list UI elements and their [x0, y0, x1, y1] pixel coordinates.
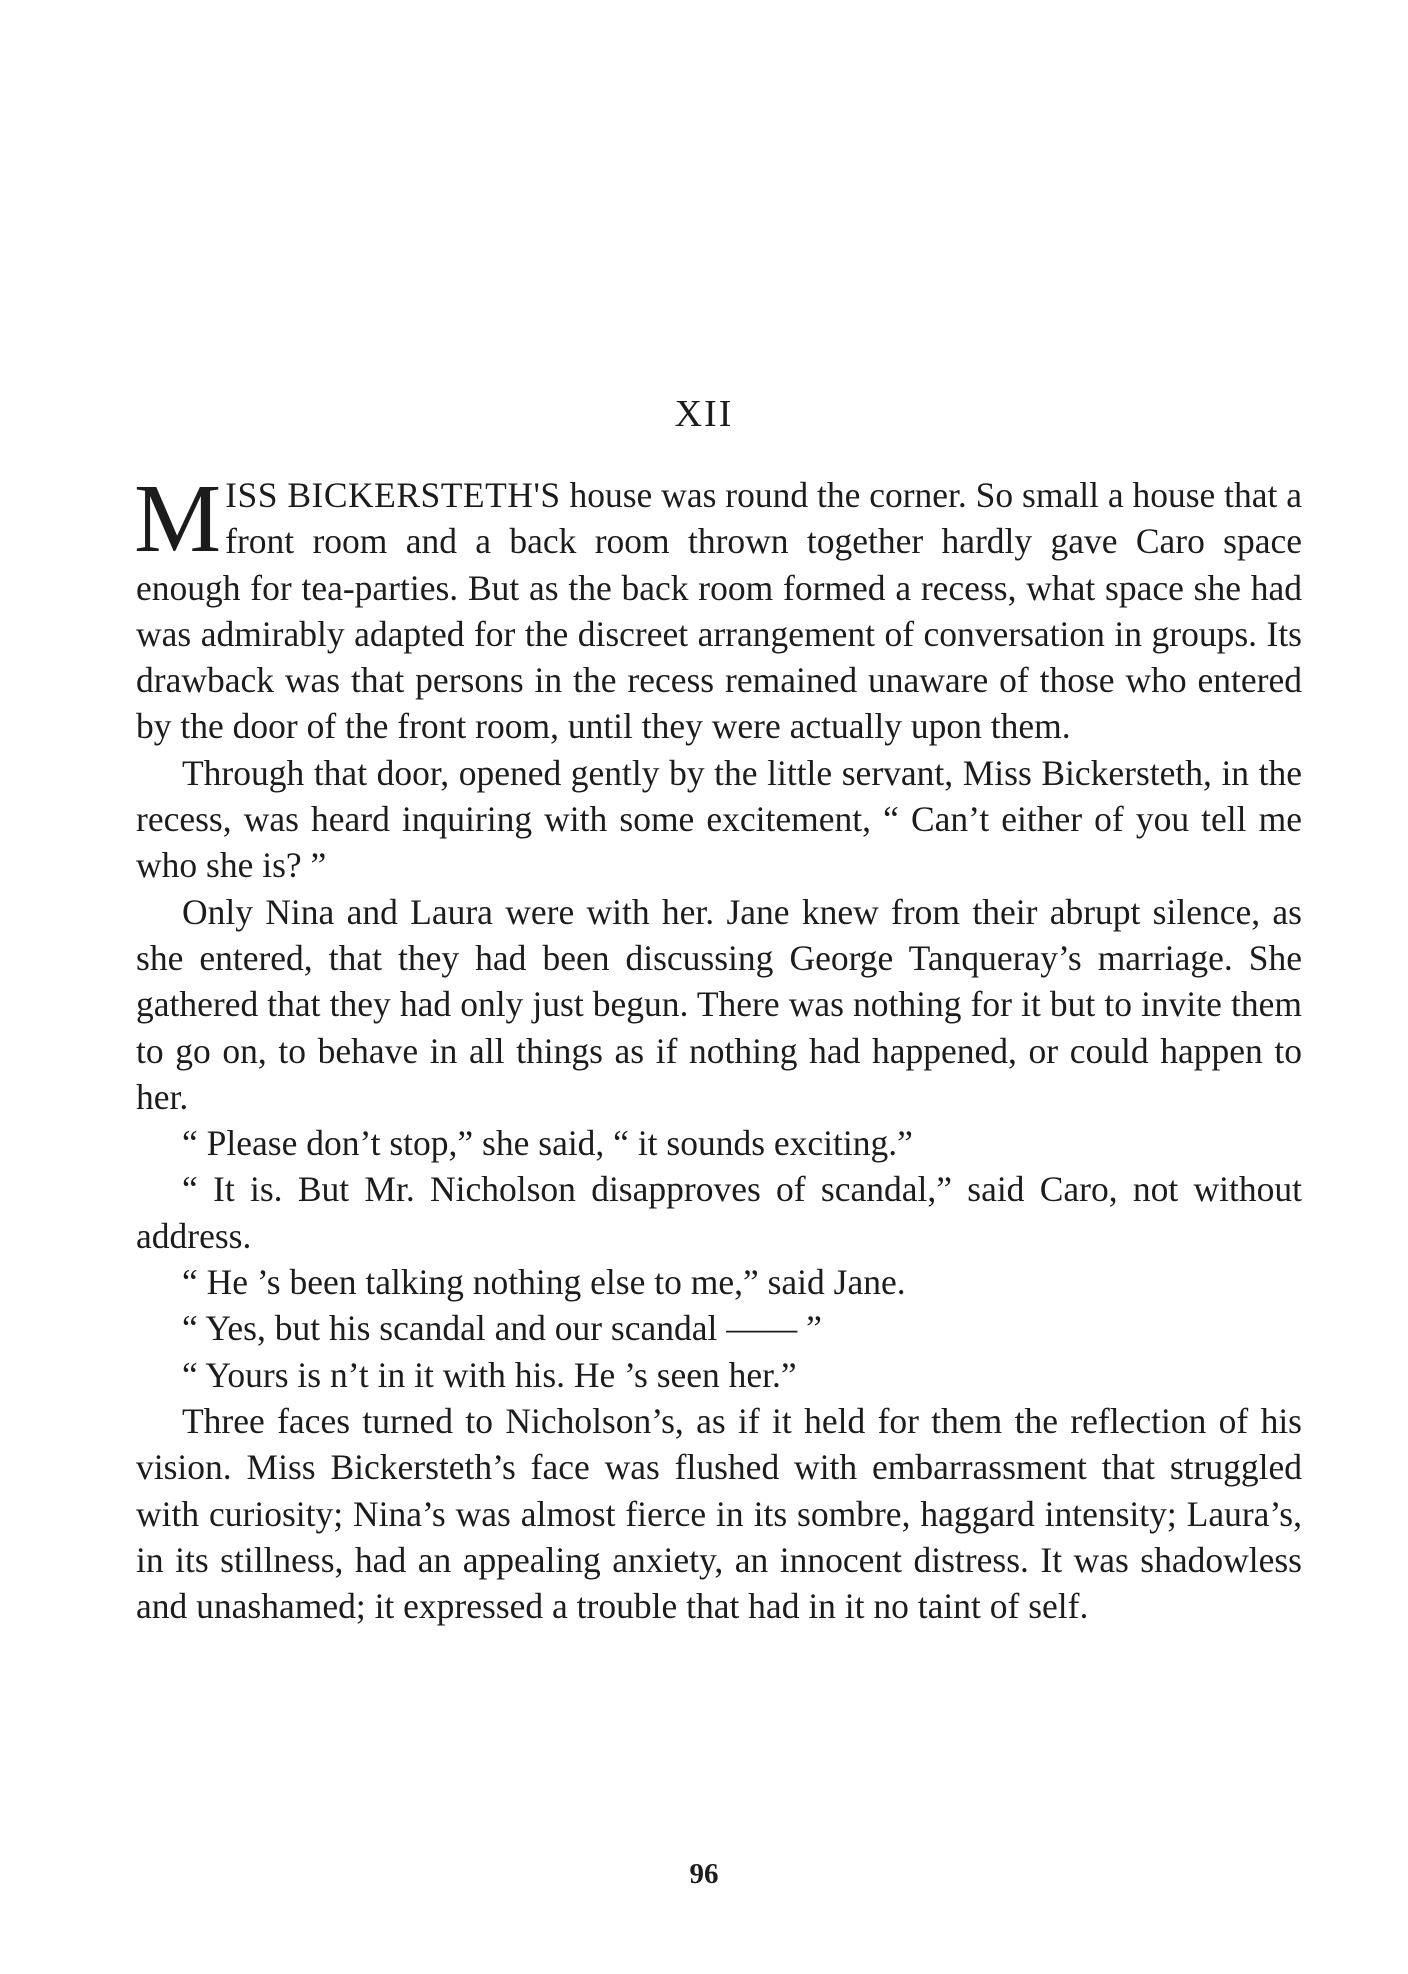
paragraph-6: “ He ’s been talking nothing else to me,” said Jane.	[182, 1262, 906, 1303]
paragraph-9: Three faces turned to Nicholson’s, as if it held for them the reflection of his vision. Miss Bickersteth’s face was flushed with embarrassment that struggled with curiosity; Nina’s was almost fierce in its sombre, haggard intensity; Laura’s, in its stillness, had an appealing anxiety, an innocent distress. It was shadowless and unashamed; it expressed a trouble that had in it no taint of self.	[136, 1400, 1302, 1627]
drop-cap: M	[134, 465, 222, 573]
paragraph-4: “ Please don’t stop,” she said, “ it sounds exciting.”	[182, 1123, 913, 1164]
paragraph-7: “ Yes, but his scandal and our scandal —— ”	[182, 1308, 822, 1349]
chapter-heading: XII	[674, 393, 734, 435]
paragraph-5: “ It is. But Mr. Nicholson disapproves of scandal,” said Caro, not without address.	[136, 1169, 1302, 1256]
paragraph-8: “ Yours is n’t in it with his. He ’s seen her.”	[182, 1354, 797, 1395]
paragraph-2: Through that door, opened gently by the little servant, Miss Bickersteth, in the recess, was heard inquiring with some excitement, “ Can’t either of you tell me who she is? ”	[136, 752, 1302, 886]
body-text	[134, 465, 1303, 1629]
paragraph-text: house was round the corner. So small a house that a front room and a back room thrown together hardly gave Caro space enough for tea-parties. But as the back room formed a recess, what space she had was admirably adapted for the discreet arrangement of conversation in groups. Its drawback was that persons in the recess remained unaware of those who entered by the door of the front room, until they were actually upon them.	[136, 475, 1303, 747]
page-number: 96	[689, 1858, 719, 1890]
paragraph-3: Only Nina and Laura were with her. Jane knew from their abrupt silence, as she entered, that they had been discussing George Tanqueray’s marriage. She gathered that they had only just begun. There was nothing for it but to invite them to go on, to behave in all things as if nothing had happened, or could happen to her.	[136, 891, 1302, 1117]
opening-words: ISS BICKERSTETH'S	[225, 475, 561, 515]
paragraph-1	[134, 465, 1303, 750]
